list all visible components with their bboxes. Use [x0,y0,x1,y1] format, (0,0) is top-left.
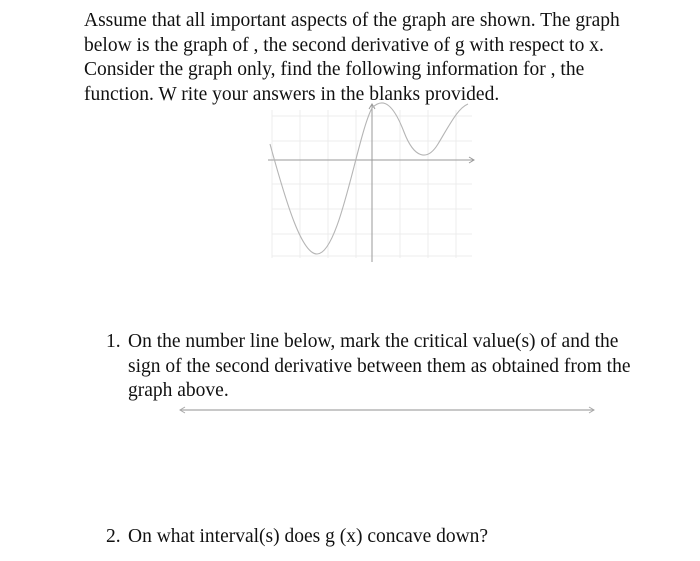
graph-axes [268,104,474,262]
question-1-number: 1. [106,331,121,352]
question-2-text: On what interval(s) does g (x) concave down? [128,526,489,547]
question-1-text: On the number line below, mark the critical value(s) of and the sign of the second derivative between them as obtained from the graph above. [128,331,631,401]
question-2 [106,525,646,550]
intro-paragraph: Assume that all important aspects of the graph are shown. The graph below is the graph of , the second derivative of g with respect to x. Consider the graph only, find the following information for , the function. W rite your answers in the blanks provided. [84,10,620,105]
second-derivative-graph [262,96,482,268]
question-1 [106,330,646,404]
answer-number-line[interactable] [178,403,598,417]
question-2-number: 2. [106,526,121,547]
